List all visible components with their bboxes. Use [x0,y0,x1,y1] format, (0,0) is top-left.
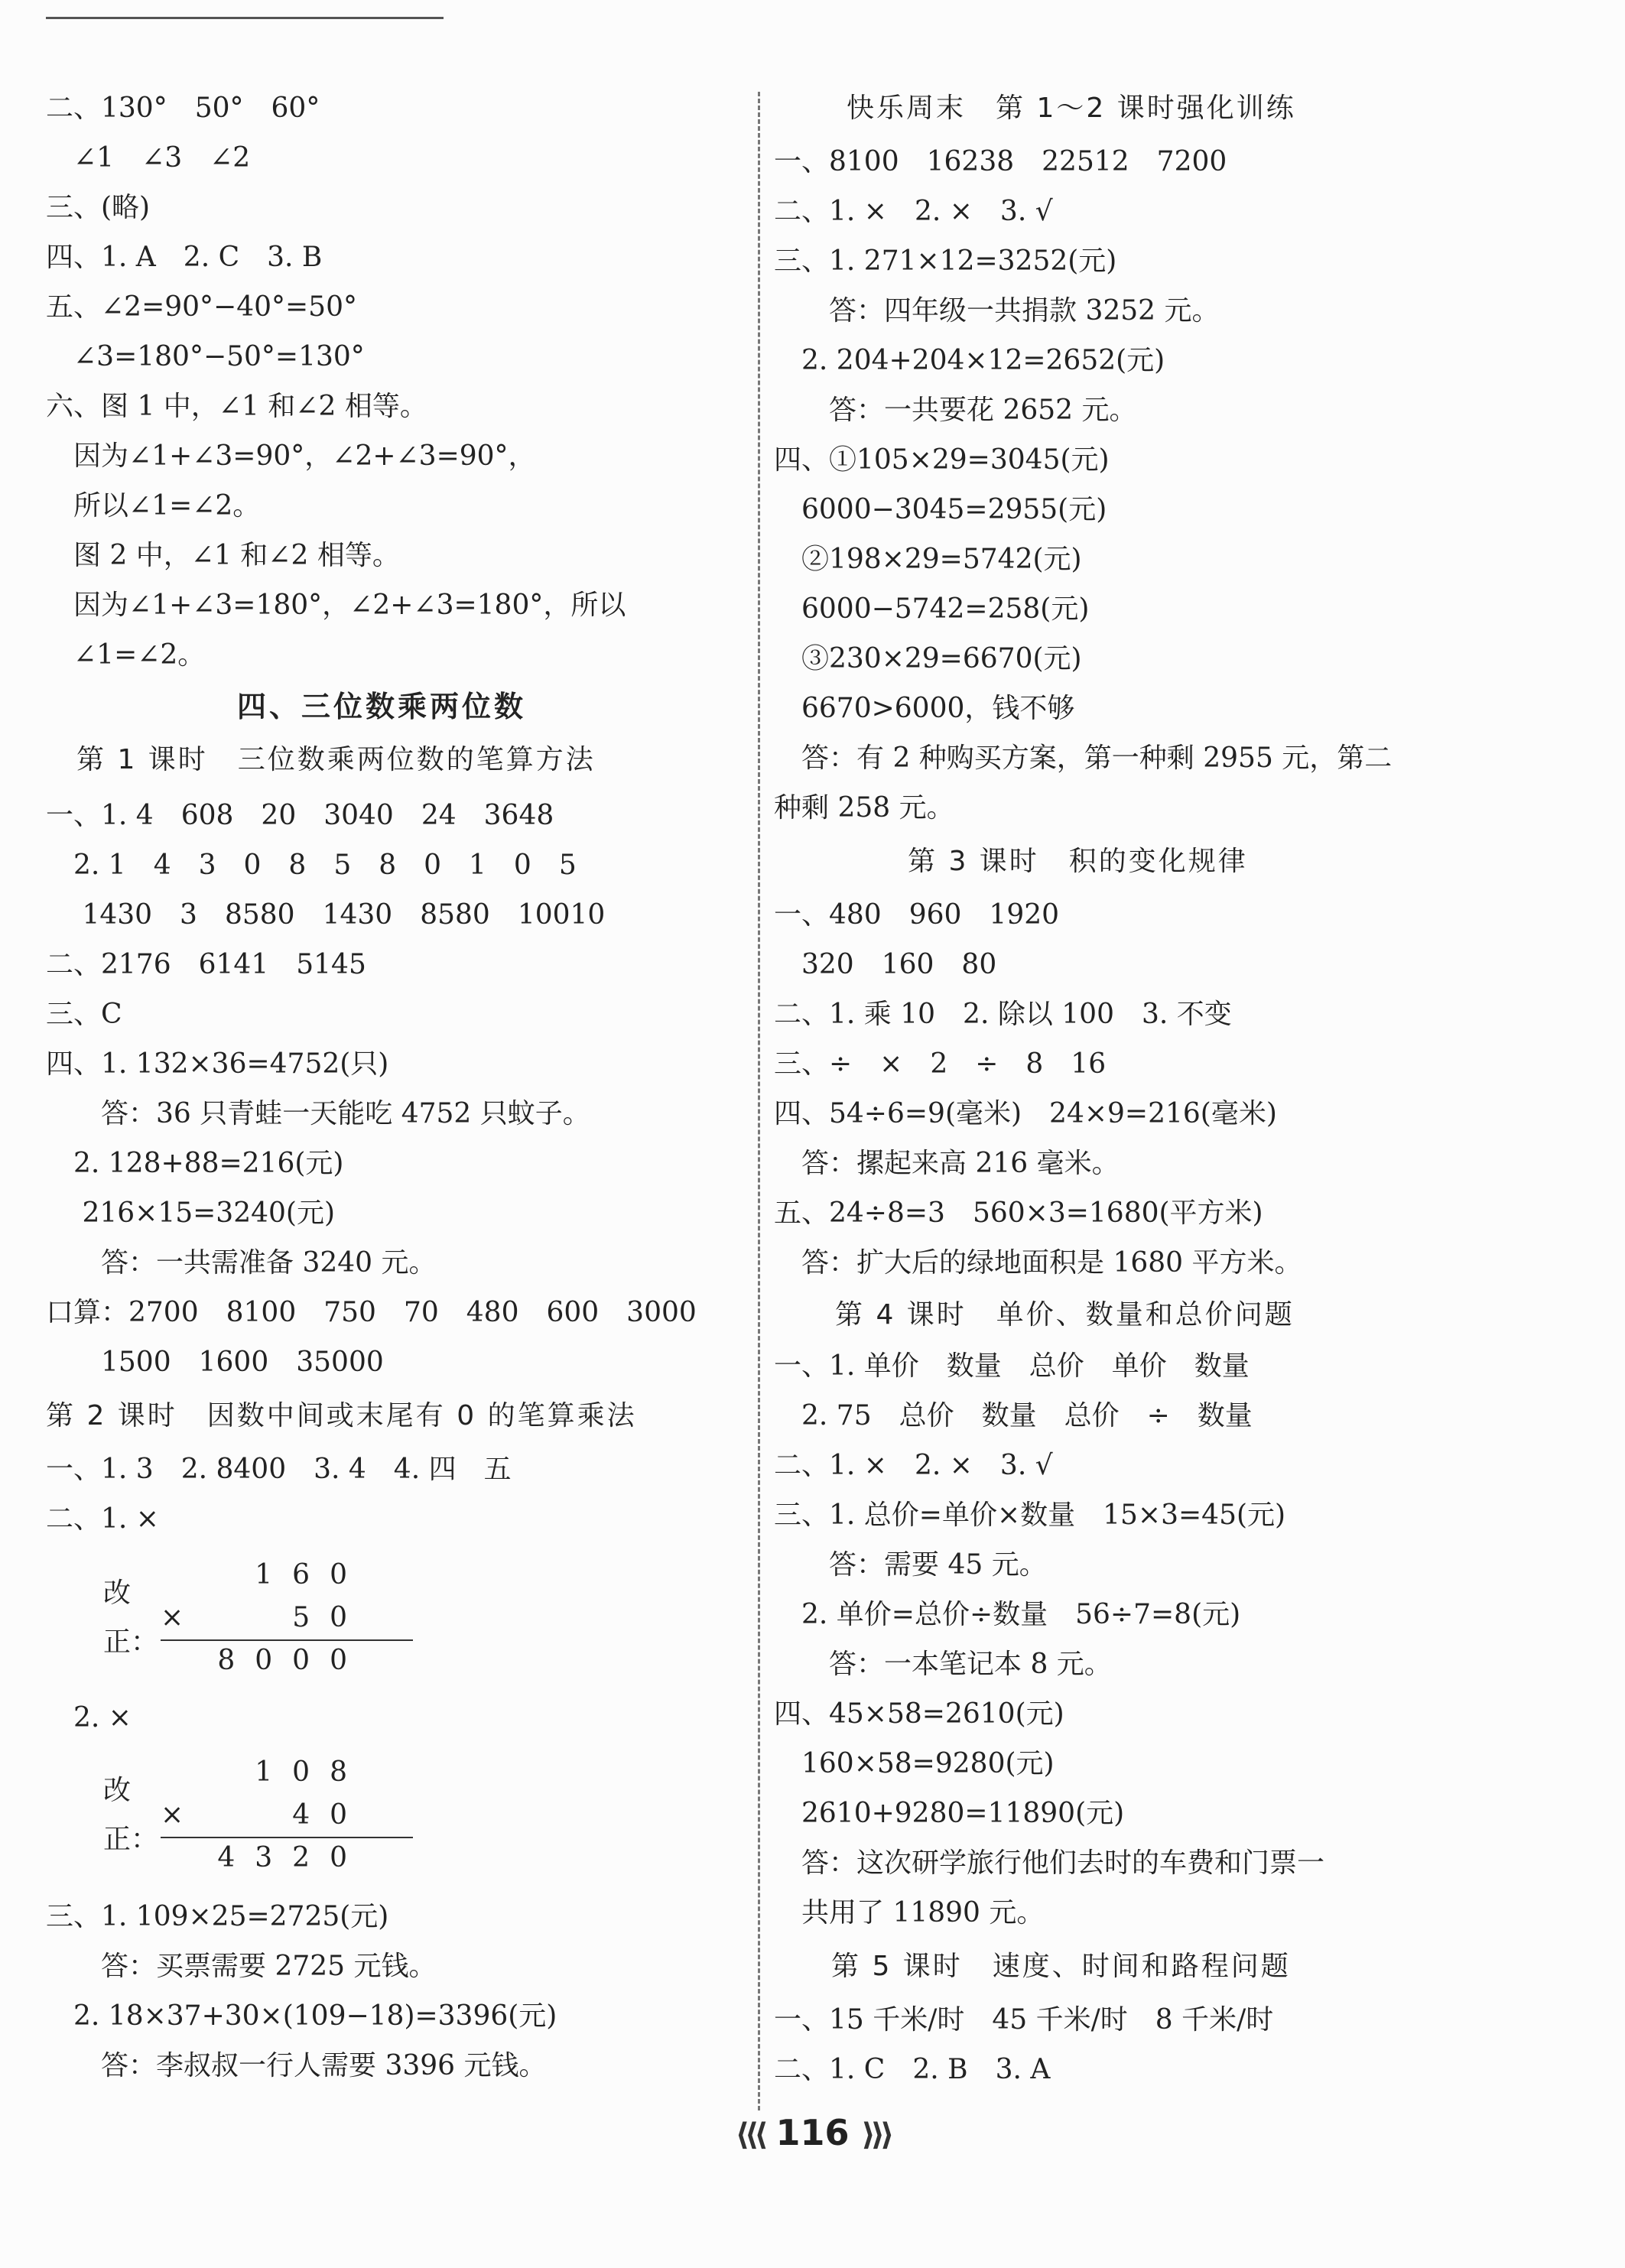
multiplier: 50 [292,1602,367,1633]
lesson-heading: 快乐周末 第 1～2 课时强化训练 [847,93,1296,124]
column-divider [758,92,760,2110]
answer-line: 答：摞起来高 216 毫米。 [774,1148,1120,1179]
answer-line: 三、1. 109×25=2725(元) [46,1901,389,1932]
lesson-heading: 第 2 课时 因数中间或末尾有 0 的笔算乘法 [46,1400,637,1431]
answer-line: 6670>6000，钱不够 [774,693,1075,724]
answer-line: 二、1. × [46,1503,159,1535]
lesson-heading: 第 1 课时 三位数乘两位数的笔算方法 [76,744,596,775]
answer-line: 320 160 80 [774,949,997,980]
answer-line: 口算：2700 8100 750 70 480 600 3000 [46,1297,697,1328]
answer-line: 四、①105×29=3045(元) [774,444,1110,476]
answer-line: 答：扩大后的绿地面积是 1680 平方米。 [774,1247,1302,1279]
answer-line: 答：36 只青蛙一天能吃 4752 只蚊子。 [46,1098,590,1129]
answer-line: 答：一共要花 2652 元。 [774,395,1137,426]
correction-label: 改 [103,1578,132,1609]
page-number: 116 [775,2112,850,2153]
answer-line: 一、1. 4 608 20 3040 24 3648 [46,800,554,831]
answer-line: 二、130° 50° 60° [46,93,320,124]
answer-line: 三、÷ × 2 ÷ 8 16 [774,1048,1107,1080]
answer-line: 所以∠1=∠2。 [46,490,261,522]
answer-line: 二、1. × 2. × 3. √ [774,1450,1053,1481]
correction-label: 正： [103,1824,159,1855]
page-footer [0,2112,1625,2153]
answer-line: 五、∠2=90°−40°=50° [46,291,357,323]
answer-line: 2. 204+204×12=2652(元) [774,345,1165,376]
answer-line: 二、1. C 2. B 3. A [774,2054,1051,2085]
answer-line: 6000−3045=2955(元) [774,494,1107,525]
answer-line: 四、1. A 2. C 3. B [46,242,323,273]
lesson-heading: 第 4 课时 单价、数量和总价问题 [835,1299,1295,1331]
answer-line: 三、1. 总价=单价×数量 15×3=45(元) [774,1500,1286,1531]
answer-line: 答：这次研学旅行他们去时的车费和门票一 [774,1847,1325,1879]
answer-line: 三、(略) [46,192,151,223]
answer-line: 2. 18×37+30×(109−18)=3396(元) [46,2000,557,2032]
answer-line: 四、54÷6=9(毫米) 24×9=216(毫米) [774,1098,1277,1129]
answer-line: 一、1. 单价 数量 总价 单价 数量 [774,1350,1250,1382]
answer-line: 2. 128+88=216(元) [46,1148,344,1179]
chapter-heading: 四、三位数乘两位数 [237,690,527,723]
multiply-sign: × [161,1799,184,1831]
answer-line: 2. 单价=总价÷数量 56÷7=8(元) [774,1599,1241,1630]
answer-line: 答：一本笔记本 8 元。 [774,1649,1112,1680]
answer-line: 答：买票需要 2725 元钱。 [46,1951,437,1982]
top-rule [46,17,444,19]
answer-line: 答：有 2 种购买方案，第一种剩 2955 元，第二 [774,742,1393,774]
multiplicand: 160 [255,1559,367,1591]
multiplicand: 108 [255,1756,367,1788]
answer-line: 答：四年级一共捐款 3252 元。 [774,295,1220,327]
lesson-heading: 第 5 课时 速度、时间和路程问题 [831,1951,1291,1982]
correction-label: 改 [103,1775,132,1806]
answer-line: ∠1=∠2。 [46,639,206,671]
answer-line: 答：李叔叔一行人需要 3396 元钱。 [46,2050,547,2081]
correction-label: 正： [103,1626,159,1658]
answer-line: 图 2 中，∠1 和∠2 相等。 [46,540,400,571]
answer-line: 一、8100 16238 22512 7200 [774,146,1227,177]
answer-line: 一、1. 3 2. 8400 3. 4 4. 四 五 [46,1454,512,1485]
answer-line: 2. × [46,1702,132,1733]
answer-line: 1430 3 8580 1430 8580 10010 [46,899,606,931]
answer-line: 六、图 1 中，∠1 和∠2 相等。 [46,391,427,422]
answer-line: 一、480 960 1920 [774,899,1060,931]
answer-line: 2610+9280=11890(元) [774,1798,1125,1829]
answer-line: 2. 75 总价 数量 总价 ÷ 数量 [774,1400,1253,1431]
multiply-sign: × [161,1602,184,1633]
calc-rule [161,1837,413,1838]
answer-line: 二、1. × 2. × 3. √ [774,196,1053,227]
answer-line: 四、1. 132×36=4752(只) [46,1048,389,1080]
product: 4320 [217,1842,367,1873]
answer-line: 6000−5742=258(元) [774,593,1090,625]
answer-line: 五、24÷8=3 560×3=1680(平方米) [774,1197,1263,1229]
answer-line: ∠3=180°−50°=130° [46,341,365,372]
answer-line: 种剩 258 元。 [774,792,954,824]
answer-line: ∠1 ∠3 ∠2 [46,142,251,174]
answer-line: 160×58=9280(元) [774,1748,1055,1779]
answer-line: 三、1. 271×12=3252(元) [774,245,1117,277]
answer-line: 因为∠1+∠3=180°，∠2+∠3=180°，所以 [46,590,626,621]
lesson-heading: 第 3 课时 积的变化规律 [908,846,1248,877]
calc-rule [161,1639,413,1641]
answer-line: 216×15=3240(元) [46,1197,335,1229]
answer-line: 1500 1600 35000 [46,1347,384,1378]
answer-line: 2. 1 4 3 0 8 5 8 0 1 0 5 [46,850,577,881]
answer-line: 二、1. 乘 10 2. 除以 100 3. 不变 [774,999,1232,1030]
answer-line: ②198×29=5742(元) [774,544,1082,575]
answer-line: 因为∠1+∠3=90°，∠2+∠3=90°， [46,440,536,472]
answer-line: ③230×29=6670(元) [774,643,1082,674]
answer-line: 答：一共需准备 3240 元。 [46,1247,437,1279]
left-arrows-icon: ⟨⟨⟨ [735,2117,764,2153]
multiplier: 40 [292,1799,367,1831]
answer-line: 三、C [46,999,122,1030]
answer-line: 一、15 千米/时 45 千米/时 8 千米/时 [774,2004,1274,2036]
answer-line: 共用了 11890 元。 [774,1897,1045,1928]
answer-line: 四、45×58=2610(元) [774,1698,1064,1730]
answer-line: 答：需要 45 元。 [774,1549,1047,1581]
product: 8000 [217,1645,367,1676]
answer-line: 二、2176 6141 5145 [46,949,366,980]
right-arrows-icon: ⟩⟩⟩ [861,2117,890,2153]
